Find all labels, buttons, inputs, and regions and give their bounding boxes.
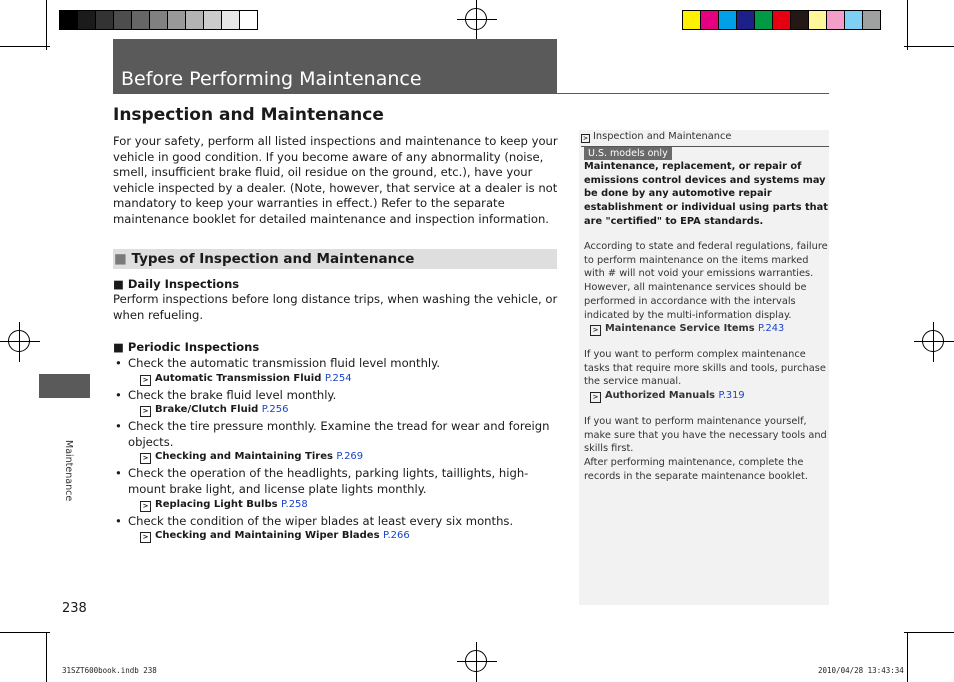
- cross-reference-link[interactable]: > Brake/Clutch Fluid P.256: [140, 403, 559, 417]
- list-item: • Check the condition of the wiper blades at least every six months. > Checking and Maintaining Wiper Blades P.266: [113, 514, 559, 544]
- list-item-text: Check the condition of the wiper blades at least every six months.: [128, 513, 514, 528]
- registration-mark-bottom: [457, 642, 497, 682]
- chapter-title: Before Performing Maintenance: [121, 68, 422, 90]
- color-swatch: [773, 11, 791, 29]
- intro-paragraph: For your safety, perform all listed inspections and maintenance to keep your vehicle in good condition. If you become aware of any abnormality (noise, smell, insufficient brake fluid, oil residue on the ground, etc.), have your vehicle inspected by a dealer. (Note, however, that service at a dealer is not mandatory to keep your warranties in effect.) Refer to the separate maintenance booklet for detailed maintenance and inspection information.: [113, 134, 558, 226]
- color-swatch: [683, 11, 701, 29]
- crop-mark: [907, 632, 908, 682]
- reference-arrow-icon: >: [140, 501, 151, 512]
- color-swatch: [114, 11, 132, 29]
- sidebar-block-2: [584, 348, 828, 403]
- list-item-text: Check the operation of the headlights, parking lights, taillights, high-mount brake light, and license plate lights monthly.: [128, 466, 529, 496]
- reference-arrow-icon: >: [140, 453, 151, 464]
- sidebar-block-3: [584, 415, 828, 484]
- color-swatch: [701, 11, 719, 29]
- list-item: • Check the tire pressure monthly. Examine the tread for wear and foreign objects. > Checking and Maintaining Tires P.269: [113, 419, 559, 464]
- list-item: • Check the operation of the headlights, parking lights, taillights, high-mount brake light, and license plate lights monthly. > Replacing Light Bulbs P.258: [113, 466, 559, 511]
- reference-arrow-icon: >: [140, 406, 151, 417]
- reference-arrow-icon: >: [582, 135, 589, 142]
- subsection-title-text: Types of Inspection and Maintenance: [131, 251, 415, 267]
- cross-reference-link[interactable]: > Checking and Maintaining Wiper Blades P.266: [140, 529, 559, 543]
- list-item-text: Check the tire pressure monthly. Examine the tread for wear and foreign objects.: [128, 419, 550, 449]
- footer-timestamp: 2010/04/28 13:43:34: [818, 666, 904, 675]
- region-tag: U.S. models only: [584, 147, 672, 160]
- sidebar-paragraph: If you want to perform maintenance yourself, make sure that you have the necessary tools and skills first.: [584, 416, 827, 455]
- crop-mark: [0, 632, 50, 633]
- crop-mark: [46, 632, 47, 682]
- page-number: 238: [62, 601, 87, 616]
- crop-mark: [907, 0, 908, 50]
- color-swatch: [755, 11, 773, 29]
- sidebar-paragraph: According to state and federal regulations, failure to perform maintenance on the items marked with # will not void your emissions warranties. However, all maintenance services should be performed in accordance with the intervals indicated by the multi-information display.: [584, 241, 828, 321]
- list-item: • Check the automatic transmission fluid level monthly. > Automatic Transmission Fluid P.254: [113, 356, 559, 386]
- reference-arrow-icon: >: [140, 532, 151, 543]
- sidebar-block-1: [584, 240, 828, 336]
- color-swatch: [222, 11, 240, 29]
- color-swatch: [204, 11, 222, 29]
- registration-mark-top: [457, 0, 497, 40]
- color-swatch: [827, 11, 845, 29]
- list-item: • Check the brake fluid level monthly. > Brake/Clutch Fluid P.256: [113, 388, 559, 418]
- daily-text: Perform inspections before long distance trips, when washing the vehicle, or when refueling.: [113, 292, 558, 322]
- periodic-heading-text: Periodic Inspections: [127, 340, 260, 354]
- color-swatch: [240, 11, 257, 29]
- color-swatch: [863, 11, 880, 29]
- sidebar-header: > Inspection and Maintenance: [582, 131, 732, 142]
- reference-arrow-icon: >: [590, 325, 601, 336]
- daily-heading-text: Daily Inspections: [127, 277, 240, 291]
- color-swatch: [150, 11, 168, 29]
- sidebar-paragraph: After performing maintenance, complete the records in the separate maintenance booklet.: [584, 457, 808, 482]
- color-swatch: [186, 11, 204, 29]
- color-swatch: [168, 11, 186, 29]
- square-bullet-icon: ■: [114, 251, 127, 267]
- daily-heading: [113, 277, 239, 291]
- color-swatch: [60, 11, 78, 29]
- header-rule: [113, 93, 829, 94]
- registration-mark-right: [914, 322, 954, 362]
- crop-mark: [904, 632, 954, 633]
- cross-reference-link[interactable]: > Maintenance Service Items P.243: [590, 322, 828, 336]
- registration-mark-left: [0, 322, 40, 362]
- color-swatch: [845, 11, 863, 29]
- color-swatch: [809, 11, 827, 29]
- sidebar-bold-note: Maintenance, replacement, or repair of emissions control devices and systems may be done by any automotive repair establishment or individual using parts that are "certified" to EPA standards.: [584, 161, 828, 227]
- color-swatch: [78, 11, 96, 29]
- subsection-title: [114, 251, 414, 267]
- crop-mark: [0, 46, 50, 47]
- crop-mark: [46, 0, 47, 50]
- chapter-side-tab[interactable]: [39, 374, 90, 398]
- chapter-side-label: Maintenance: [63, 440, 74, 502]
- color-swatch: [96, 11, 114, 29]
- section-title: Inspection and Maintenance: [113, 105, 384, 125]
- crop-mark: [904, 46, 954, 47]
- cross-reference-link[interactable]: > Automatic Transmission Fluid P.254: [140, 372, 559, 386]
- square-bullet-icon: ■: [113, 277, 124, 291]
- cross-reference-link[interactable]: > Replacing Light Bulbs P.258: [140, 498, 559, 512]
- reference-arrow-icon: >: [590, 392, 601, 403]
- reference-arrow-icon: >: [140, 375, 151, 386]
- gray-swatch-bar: [59, 10, 258, 30]
- periodic-list: [113, 356, 559, 545]
- list-item-text: Check the brake fluid level monthly.: [128, 387, 337, 402]
- color-swatch: [791, 11, 809, 29]
- periodic-heading: [113, 340, 259, 354]
- cross-reference-link[interactable]: > Authorized Manuals P.319: [590, 389, 828, 403]
- square-bullet-icon: ■: [113, 340, 124, 354]
- color-swatch: [719, 11, 737, 29]
- color-swatch: [132, 11, 150, 29]
- cross-reference-link[interactable]: > Checking and Maintaining Tires P.269: [140, 450, 559, 464]
- sidebar-paragraph: If you want to perform complex maintenance tasks that require more skills and tools, purchase the service manual.: [584, 349, 826, 388]
- color-swatch-bar: [682, 10, 881, 30]
- color-swatch: [737, 11, 755, 29]
- footer-file-name: 31SZT600book.indb 238: [62, 666, 157, 675]
- list-item-text: Check the automatic transmission fluid level monthly.: [128, 356, 441, 370]
